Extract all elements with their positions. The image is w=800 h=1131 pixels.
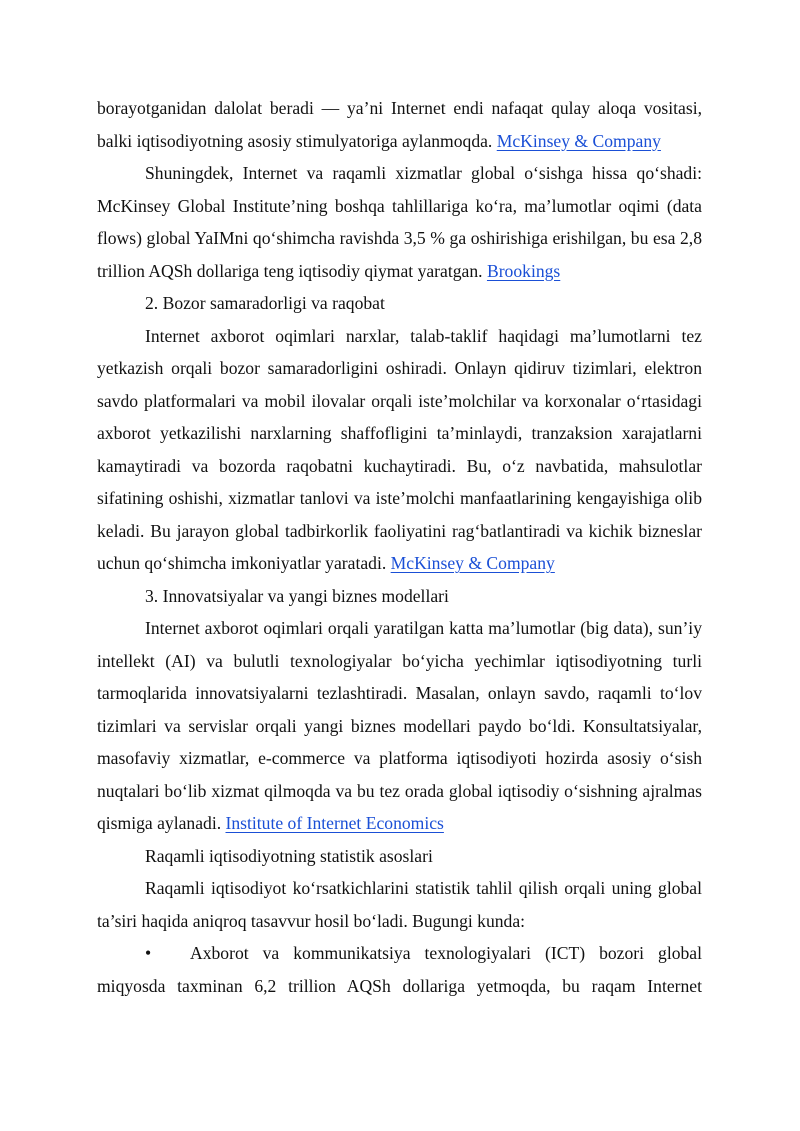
paragraph-text: borayotganidan dalolat beradi — ya’ni Internet endi nafaqat qulay aloqa vositasi, balki iqtisodiyotning asosiy stimulyatoriga aylanmoqda. [97, 98, 702, 151]
bullet-icon: • [145, 943, 152, 963]
paragraph-text: Shuningdek, Internet va raqamli xizmatlar global o‘sishga hissa qo‘shadi: McKinsey Global Institute’ning boshqa tahlillariga ko‘ra, ma’lumotlar oqimi (data flows) global YaIMni qo‘shimcha ravishda 3,5 % ga oshirishiga erishilgan, bu esa 2,8 trillion AQSh dollariga teng iqtisodiy qiymat yaratgan. [97, 163, 702, 281]
source-link-internet-economics[interactable]: Institute of Internet Economics [225, 813, 444, 833]
paragraph-innovations [97, 612, 702, 840]
document-page [97, 92, 702, 1002]
paragraph-market-efficiency [97, 320, 702, 580]
paragraph-continuation [97, 92, 702, 157]
bullet-item-ict [97, 937, 702, 1002]
paragraph-text: Internet axborot oqimlari narxlar, talab-taklif haqidagi ma’lumotlarni tez yetkazish orqali bozor samaradorligini oshiradi. Onlayn qidiruv tizimlari, elektron savdo platformalari va mobil ilovalar orqali iste’molchilar va korxonalar o‘rtasidagi axborot yetkazilishi narxlarning shaffofligini ta’minlaydi, tranzaksion xarajatlarni kamaytiradi va bozorda raqobatni kuchaytiradi. Bu, o‘z navbatida, mahsulotlar sifatining oshishi, xizmatlar tanlovi va iste’molchi manfaatlarining kengayishiga olib keladi. Bu jarayon global tadbirkorlik faoliyatini rag‘batlantiradi va kichik bizneslar uchun qo‘shimcha imkoniyatlar yaratadi. [97, 325, 702, 573]
bullet-text: Axborot va kommunikatsiya texnologiyalari (ICT) bozori global miqyosda taxminan 6,2 trillion AQSh dollariga yetmoqda, bu raqam Internet [97, 943, 702, 996]
section-heading-innovations: 3. Innovatsiyalar va yangi biznes modellari [145, 585, 449, 606]
section-heading-statistics: Raqamli iqtisodiyotning statistik asoslari [145, 845, 433, 866]
paragraph-data-flows [97, 157, 702, 287]
section-heading-market-efficiency: 2. Bozor samaradorligi va raqobat [145, 293, 385, 313]
source-link-brookings[interactable]: Brookings [486, 260, 561, 281]
paragraph-text: Internet axborot oqimlari orqali yaratilgan katta ma’lumotlar (big data), sun’iy intellekt (AI) va bulutli texnologiyalar bo‘yicha yechimlar iqtisodiyotning turli tarmoqlarida innovatsiyalarni tezlashtiradi. Masalan, onlayn savdo, raqamli to‘lov tizimlari va servislar orqali yangi biznes modellari paydo bo‘ldi. Konsultatsiyalar, masofaviy xizmatlar, e-commerce va platforma iqtisodiyoti hozirda asosiy o‘sish nuqtalari bo‘lib xizmat qilmoqda va bu tez orada global iqtisodiy o‘sishning ajralmas qismiga aylanadi. [97, 618, 702, 833]
source-link-mckinsey[interactable]: McKinsey & Company [496, 130, 661, 151]
paragraph-statistics: Raqamli iqtisodiyot ko‘rsatkichlarini statistik tahlil qilish orqali uning global ta’siri haqida aniqroq tasavvur hosil bo‘ladi. Bugungi kunda: [97, 878, 702, 931]
source-link-mckinsey-2[interactable]: McKinsey & Company [390, 553, 555, 573]
